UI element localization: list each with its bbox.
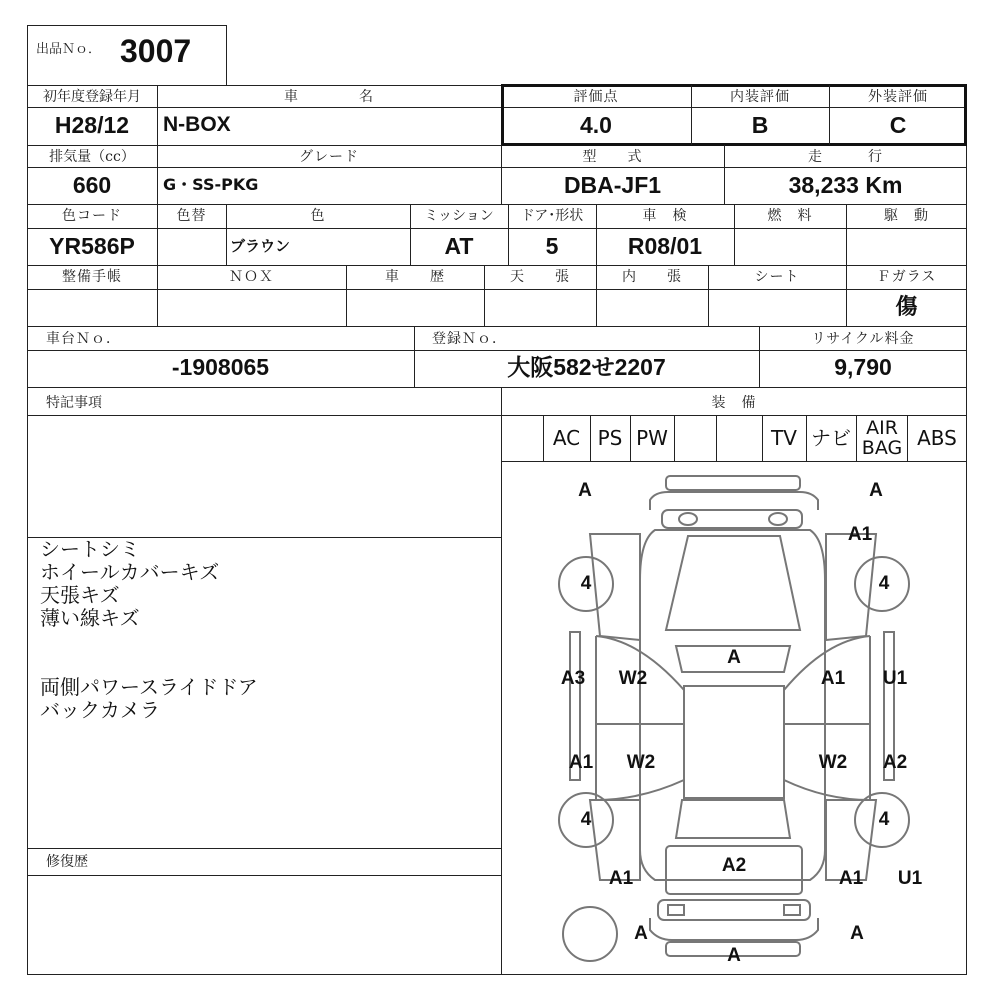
label-equipment: 装 備 bbox=[711, 395, 757, 411]
label-fuel: 燃 料 bbox=[767, 208, 813, 224]
label-score: 評価点 bbox=[573, 89, 619, 105]
damage-mark: A bbox=[850, 923, 864, 944]
note-line: ホイールカバーキズ bbox=[40, 560, 220, 584]
note-line: シートシミ bbox=[40, 537, 140, 561]
damage-mark: W2 bbox=[618, 668, 648, 689]
damage-mark: A bbox=[634, 923, 648, 944]
equipment-ac: AC bbox=[552, 426, 581, 450]
label-door: ドア･形状 bbox=[520, 208, 584, 224]
label-seat: シート bbox=[754, 269, 800, 285]
label-registration: 登録Ｎｏ． bbox=[432, 331, 507, 347]
value-color-code: YR586P bbox=[49, 233, 135, 259]
label-drive: 駆 動 bbox=[884, 208, 929, 224]
tire-grade: 4 bbox=[878, 573, 890, 594]
value-mileage: 38,233 Km bbox=[788, 172, 903, 198]
value-door: 5 bbox=[545, 233, 559, 259]
damage-mark: W2 bbox=[626, 752, 656, 773]
value-mission: AT bbox=[444, 233, 474, 259]
equipment-abs: ABS bbox=[917, 426, 957, 450]
value-color: ブラウン bbox=[230, 237, 291, 255]
label-color: 色 bbox=[310, 208, 326, 224]
value-grade: G・SS-PKG bbox=[163, 175, 259, 194]
value-car-name: N-BOX bbox=[163, 113, 231, 136]
label-interior: 内装評価 bbox=[730, 89, 790, 105]
damage-mark: U1 bbox=[897, 868, 923, 889]
note-line bbox=[40, 630, 490, 676]
special-notes bbox=[40, 538, 490, 722]
label-displacement: 排気量（cc） bbox=[49, 149, 135, 165]
label-recolor: 色替 bbox=[176, 208, 207, 224]
damage-mark: A bbox=[578, 480, 592, 501]
value-registration: 大阪582せ2207 bbox=[507, 354, 666, 380]
label-exterior: 外装評価 bbox=[868, 89, 928, 105]
value-interior: B bbox=[751, 112, 769, 138]
label-history: 車 歴 bbox=[385, 269, 445, 285]
label-inspection: 車 検 bbox=[642, 208, 688, 224]
damage-mark: A bbox=[869, 480, 883, 501]
label-maintenance: 整備手帳 bbox=[62, 269, 122, 285]
value-exterior: C bbox=[889, 112, 907, 138]
damage-mark: A3 bbox=[560, 668, 586, 689]
value-inspection: R08/01 bbox=[627, 233, 703, 259]
note-line: 薄い線キズ bbox=[40, 606, 140, 630]
value-model: DBA-JF1 bbox=[563, 172, 662, 198]
damage-mark: A1 bbox=[820, 668, 846, 689]
damage-mark: A1 bbox=[847, 524, 873, 545]
label-roof: 天 張 bbox=[510, 269, 570, 285]
value-chassis: -1908065 bbox=[171, 354, 270, 380]
label-recycle: リサイクル料金 bbox=[811, 331, 915, 347]
label-car-name: 車 名 bbox=[284, 89, 374, 105]
label-inner: 内 張 bbox=[622, 269, 682, 285]
note-line: バックカメラ bbox=[40, 698, 160, 722]
label-first-registration: 初年度登録年月 bbox=[43, 89, 141, 105]
lot-number-label: 出品Ｎｏ． bbox=[36, 42, 102, 57]
damage-mark: A1 bbox=[568, 752, 594, 773]
label-repair-history: 修復歴 bbox=[46, 854, 88, 870]
equipment-airbag: AIR BAG bbox=[861, 417, 903, 459]
value-score: 4.0 bbox=[580, 112, 612, 138]
value-recycle: 9,790 bbox=[834, 354, 892, 380]
damage-mark: U1 bbox=[882, 668, 908, 689]
damage-mark: A2 bbox=[882, 752, 908, 773]
lot-number-value: 3007 bbox=[120, 33, 192, 69]
equipment-pw: PW bbox=[636, 426, 668, 450]
label-fglass: Ｆガラス bbox=[876, 269, 937, 285]
damage-mark: W2 bbox=[818, 752, 848, 773]
damage-mark: A2 bbox=[721, 855, 747, 876]
value-displacement: 660 bbox=[72, 172, 112, 198]
equipment-ps: PS bbox=[597, 426, 623, 450]
value-fglass: 傷 bbox=[895, 294, 918, 320]
tire-grade: 4 bbox=[580, 809, 592, 830]
damage-mark: A bbox=[727, 945, 741, 966]
tire-grade: 4 bbox=[580, 573, 592, 594]
label-nox: ＮＯＸ bbox=[229, 269, 274, 285]
label-model: 型 式 bbox=[582, 149, 643, 165]
note-line: 両側パワースライドドア bbox=[40, 675, 258, 699]
damage-mark: A1 bbox=[838, 868, 864, 889]
label-color-code: 色コード bbox=[62, 208, 122, 224]
note-line: 天張キズ bbox=[40, 583, 120, 607]
label-special-notes: 特記事項 bbox=[46, 395, 102, 411]
damage-mark: A bbox=[727, 647, 741, 668]
equipment-navi: ナビ bbox=[811, 426, 851, 450]
label-chassis: 車台Ｎｏ． bbox=[46, 331, 121, 347]
damage-mark: A1 bbox=[608, 868, 634, 889]
label-grade: グレード bbox=[299, 149, 359, 165]
value-first-registration: H28/12 bbox=[54, 112, 130, 138]
equipment-tv: TV bbox=[771, 426, 797, 450]
label-mission: ミッション bbox=[424, 208, 494, 224]
label-mileage: 走 行 bbox=[808, 149, 883, 165]
tire-grade: 4 bbox=[878, 809, 890, 830]
